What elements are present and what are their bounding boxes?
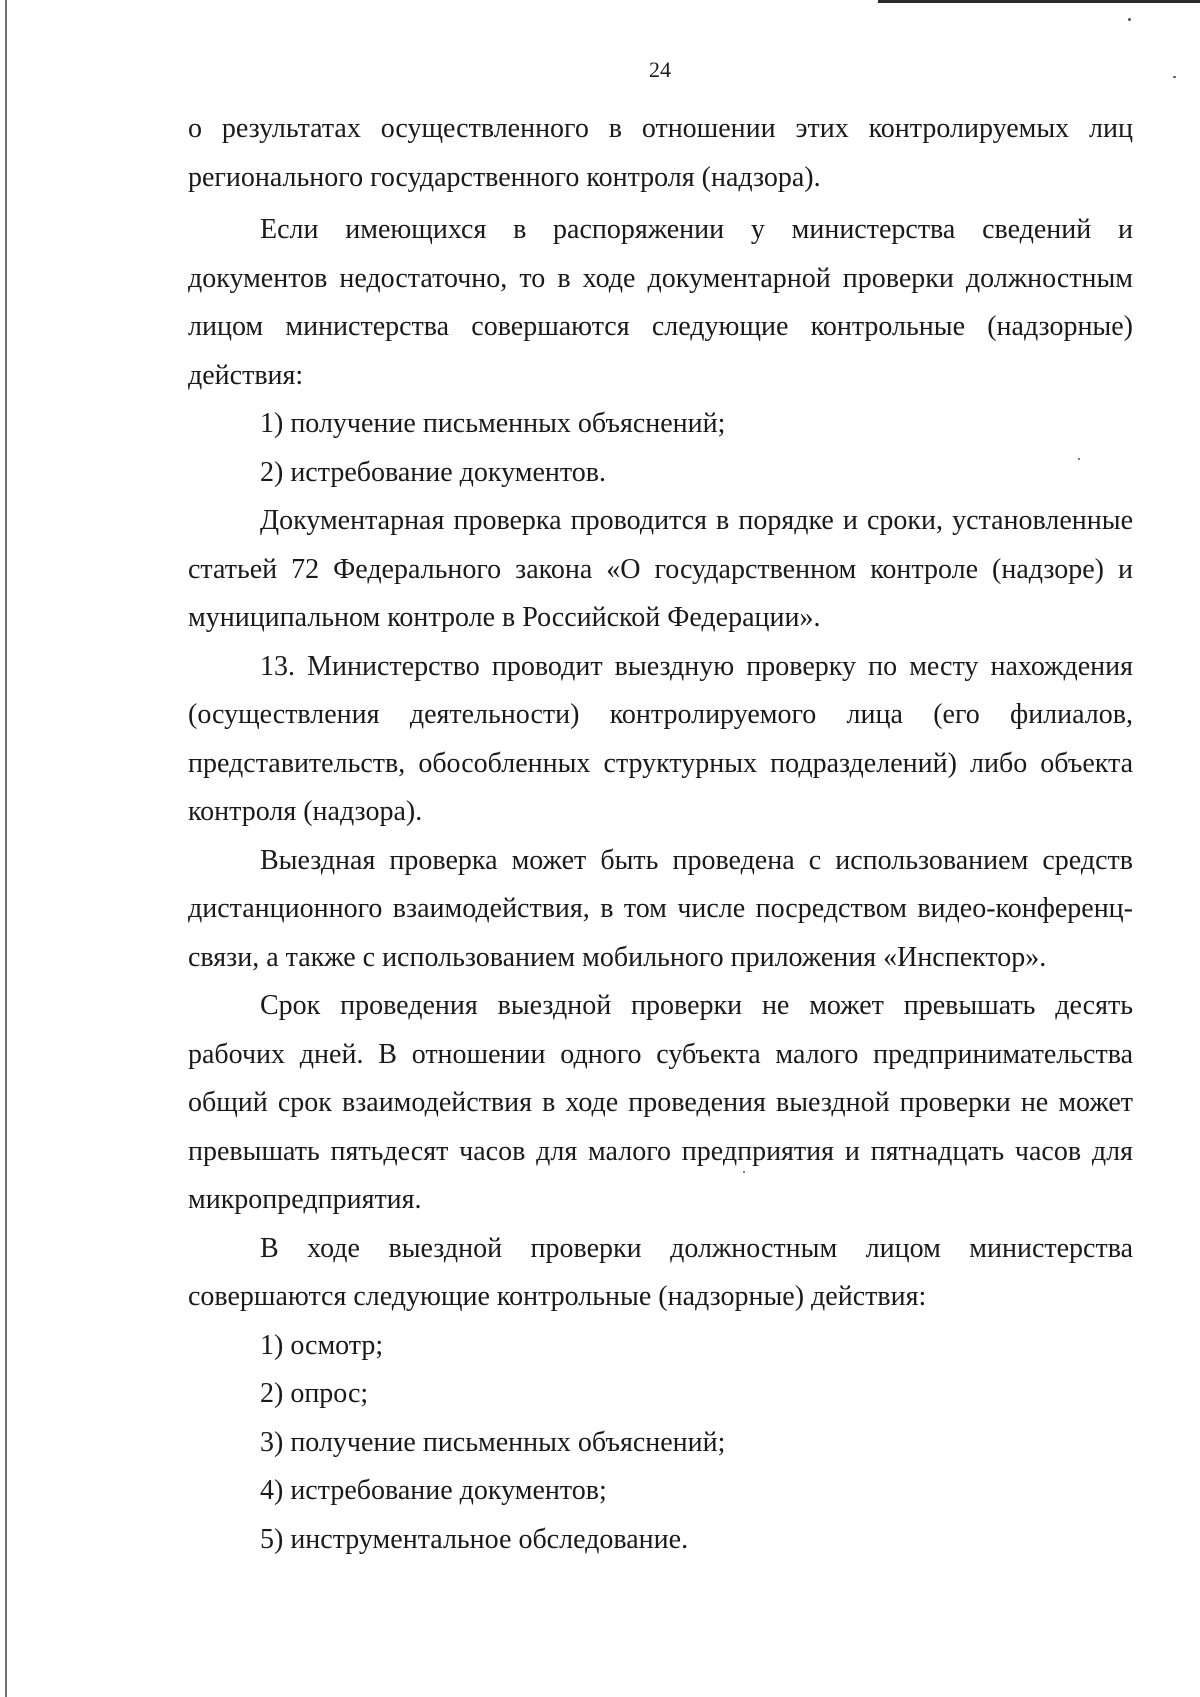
paragraph: Выездная проверка может быть проведена с использованием средств дистанционного взаимодействия, в том числе посредством видео-конференц-связи, а также с использованием мобильного приложения «Инспектор».: [188, 844, 1133, 973]
paragraph: о результатах осуществленного в отношении этих контролируемых лиц регионального государственного контроля (надзора).: [188, 113, 1133, 193]
paragraph: 13. Министерство проводит выездную проверку по месту нахождения (осуществления деятельности) контролируемого лица (его филиалов, представительств, обособленных структурных подразделений) либо объекта контроля (надзора).: [188, 650, 1133, 827]
list-item: 5) инструментальное обследование.: [260, 1523, 689, 1555]
list-item: 3) получение письменных объяснений;: [260, 1426, 726, 1458]
page-number: 24: [649, 57, 671, 82]
list-item: 2) истребование документов.: [260, 456, 606, 488]
list-item: 1) осмотр;: [260, 1329, 384, 1361]
paragraph: Если имеющихся в распоряжении у министерства сведений и документов недостаточно, то в ходе документарной проверки должностным лицом министерства совершаются следующие контрольные (надзорные) действия:: [188, 214, 1133, 391]
paragraph: Документарная проверка проводится в порядке и сроки, установленные статьей 72 Федерального закона «О государственном контроле (надзоре) и муниципальном контроле в Российской Федерации».: [188, 505, 1133, 633]
list-item: 1) получение письменных объяснений;: [260, 408, 726, 439]
document-body: [188, 105, 1133, 1564]
scan-edge-line: [5, 0, 7, 1697]
scan-top-line: [878, 0, 1200, 3]
list-item: 2) опрос;: [260, 1378, 369, 1409]
paragraph: Срок проведения выездной проверки не может превышать десять рабочих дней. В отношении одного субъекта малого предпринимательства общий срок взаимодействия в ходе проведения выездной проверки не может превышать пятьдесят часов для малого предприятия и пятнадцать часов для микропредприятия.: [188, 990, 1133, 1215]
paragraph: В ходе выездной проверки должностным лицом министерства совершаются следующие контрольные (надзорные) действия:: [188, 1232, 1133, 1312]
list-item: 4) истребование документов;: [260, 1475, 607, 1506]
scan-speck: [1128, 18, 1131, 21]
